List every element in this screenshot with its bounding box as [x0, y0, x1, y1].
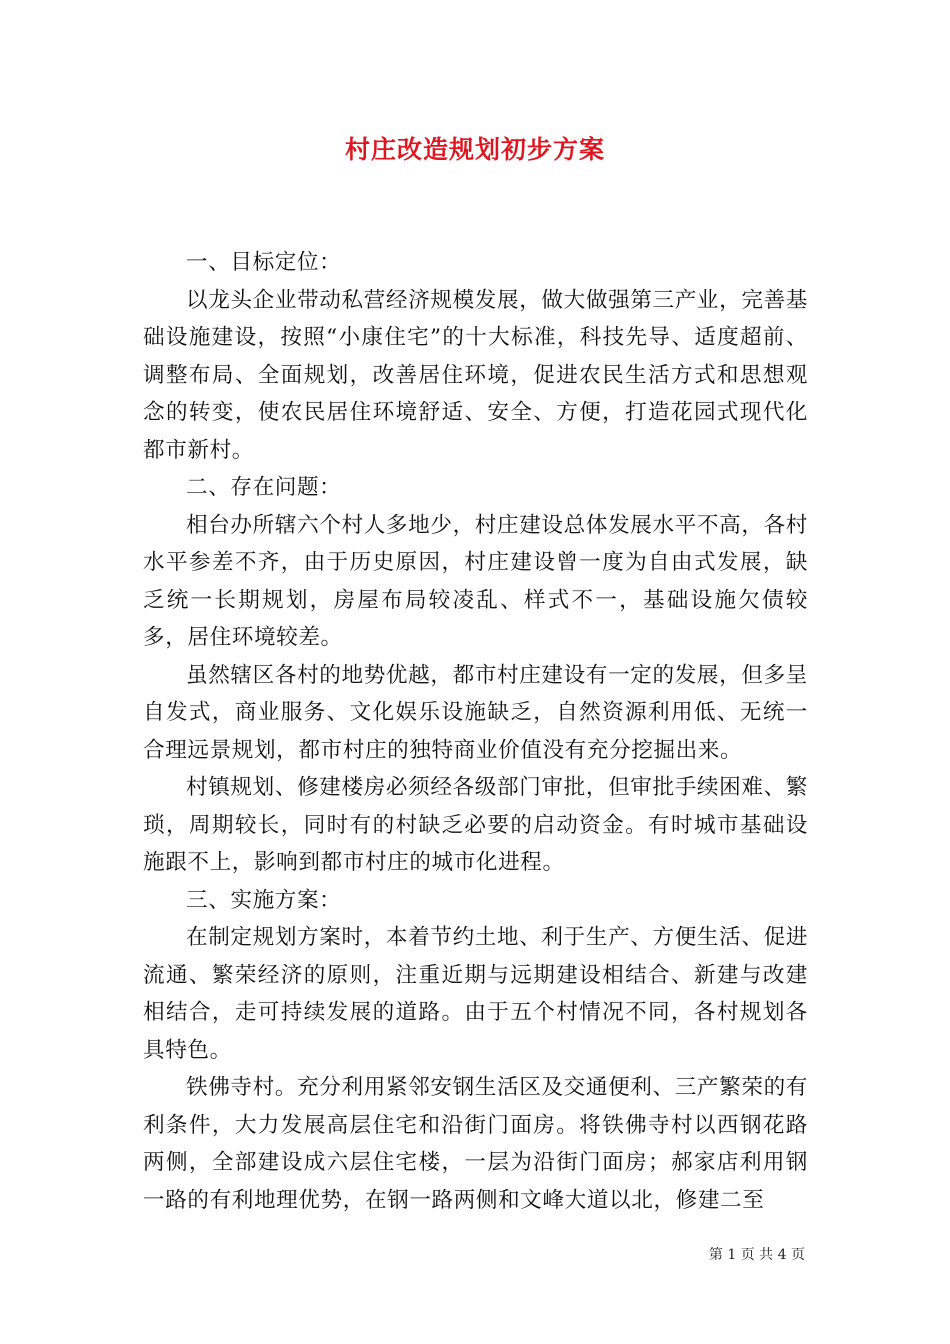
paragraph-problems-2: 虽然辖区各村的地势优越，都市村庄建设有一定的发展，但多呈自发式，商业服务、文化娱乐设施缺乏，自然资源利用低、无统一合理远景规划，都市村庄的独特商业价值没有充分挖掘出来。	[143, 662, 808, 763]
paragraph-plan-2: 铁佛寺村。充分利用紧邻安钢生活区及交通便利、三产繁荣的有利条件，大力发展高层住宅和沿街门面房。将铁佛寺村以西钢花路两侧，全部建设成六层住宅楼，一层为沿街门面房；郝家店利用钢一路的有利地理优势，在钢一路两侧和文峰大道以北，修建二至	[143, 1075, 808, 1213]
section-heading-plan: 三、实施方案：	[186, 887, 342, 913]
paragraph-problems-3: 村镇规划、修建楼房必须经各级部门审批，但审批手续困难、繁琐，周期较长，同时有的村缺乏必要的启动资金。有时城市基础设施跟不上，影响到都市村庄的城市化进程。	[143, 775, 808, 875]
document-body	[143, 244, 808, 1219]
paragraph-goal: 以龙头企业带动私营经济规模发展，做大做强第三产业，完善基础设施建设，按照“小康住宅”的十大标准，科技先导、适度超前、调整布局、全面规划，改善居住环境，促进农民生活方式和思想观念的转变，使农民居住环境舒适、安全、方便，打造花园式现代化都市新村。	[143, 287, 808, 463]
paragraph-problems-1: 相台办所辖六个村人多地少，村庄建设总体发展水平不高，各村水平参差不齐，由于历史原因，村庄建设曾一度为自由式发展，缺乏统一长期规划，房屋布局较凌乱、样式不一，基础设施欠债较多，居住环境较差。	[143, 512, 808, 650]
page-number: 第 1 页 共 4 页	[708, 1247, 805, 1263]
document-title: 村庄改造规划初步方案	[344, 135, 605, 164]
section-heading-goal: 一、目标定位：	[186, 250, 342, 275]
paragraph-plan-1: 在制定规划方案时，本着节约土地、利于生产、方便生活、促进流通、繁荣经济的原则，注重近期与远期建设相结合、新建与改建相结合，走可持续发展的道路。由于五个村情况不同，各村规划各具特色。	[143, 925, 808, 1063]
section-heading-problems: 二、存在问题：	[186, 475, 342, 500]
